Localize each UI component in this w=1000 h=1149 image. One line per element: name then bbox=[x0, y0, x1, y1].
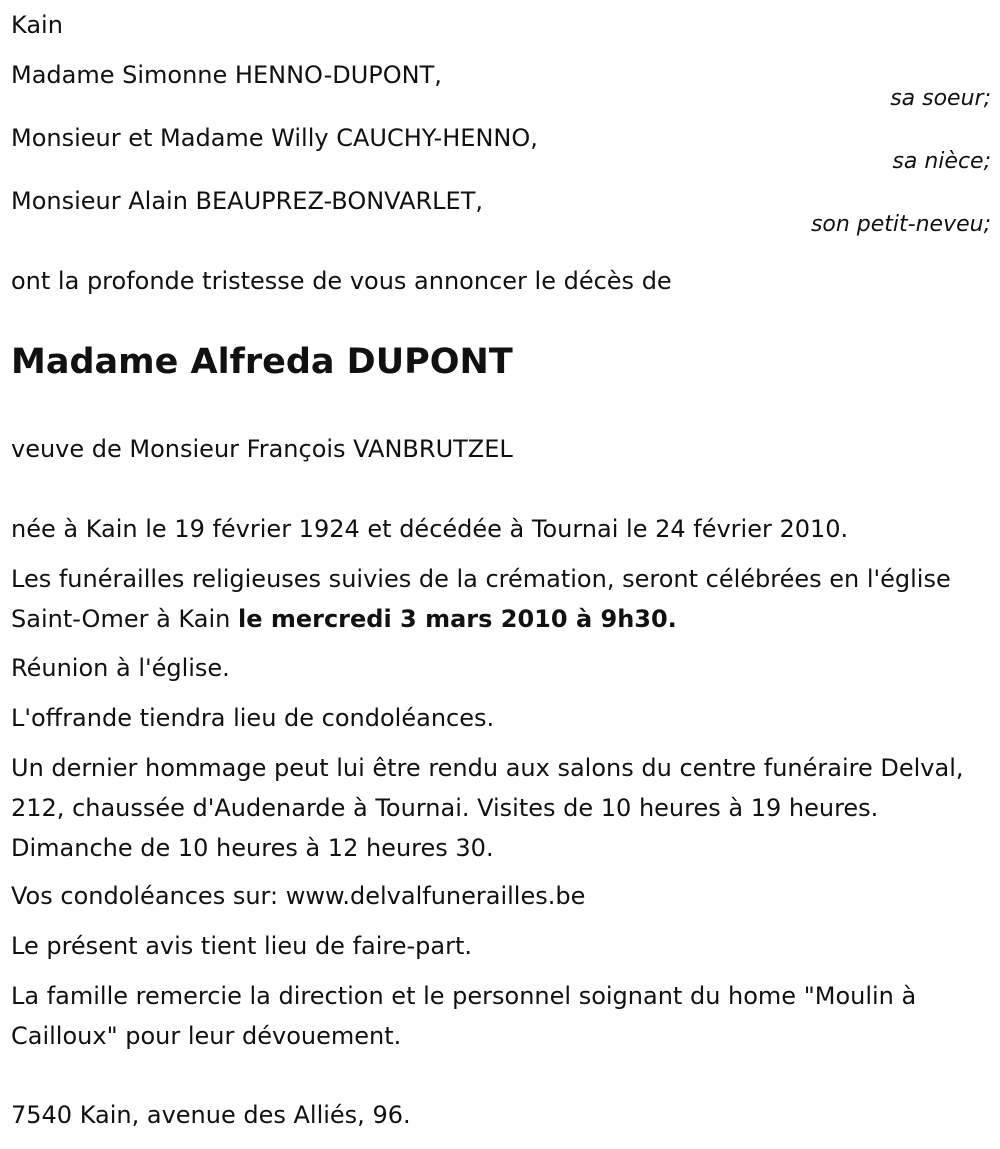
funeral-paragraph bbox=[11, 559, 986, 639]
widow-of-text: veuve de Monsieur François VANBRUTZEL bbox=[11, 435, 513, 463]
hommage-paragraph: Un dernier hommage peut lui être rendu aux salons du centre funéraire Delval, 212, chaussée d'Audenarde à Tournai. Visites de 10 heures à 19 heures. Dimanche de 10 heures à 12 heures 30. bbox=[11, 754, 964, 862]
announcement-text: ont la profonde tristesse de vous annoncer le décès de bbox=[11, 267, 672, 295]
offrande-text: L'offrande tiendra lieu de condoléances. bbox=[11, 704, 495, 732]
funeral-date: le mercredi 3 mars 2010 à 9h30. bbox=[237, 605, 677, 633]
address-text: 7540 Kain, avenue des Alliés, 96. bbox=[11, 1101, 411, 1129]
family-member-1-relation: sa soeur; bbox=[890, 86, 991, 111]
family-member-3-relation: son petit-neveu; bbox=[810, 212, 991, 237]
remerciements-paragraph: La famille remercie la direction et le personnel soignant du home "Moulin à Cailloux" pour leur dévouement. bbox=[11, 982, 917, 1050]
condoleances-text: Vos condoléances sur: www.delvalfunerailles.be bbox=[11, 882, 586, 910]
family-member-3-name: Monsieur Alain BEAUPREZ-BONVARLET, bbox=[11, 187, 483, 215]
birth-death-text: née à Kain le 19 février 1924 et décédée à Tournai le 24 février 2010. bbox=[11, 515, 849, 543]
funeral-text: Les funérailles religieuses suivies de la crémation, seront célébrées en l'église Saint-Omer à Kain bbox=[11, 565, 951, 633]
family-member-2-relation: sa nièce; bbox=[892, 149, 991, 174]
avis-text: Le présent avis tient lieu de faire-part. bbox=[11, 932, 473, 960]
family-member-1-name: Madame Simonne HENNO-DUPONT, bbox=[11, 61, 442, 89]
reunion-text: Réunion à l'église. bbox=[11, 654, 230, 682]
town-heading: Kain bbox=[11, 11, 63, 39]
deceased-name: Madame Alfreda DUPONT bbox=[11, 342, 513, 382]
family-member-2-name: Monsieur et Madame Willy CAUCHY-HENNO, bbox=[11, 124, 538, 152]
